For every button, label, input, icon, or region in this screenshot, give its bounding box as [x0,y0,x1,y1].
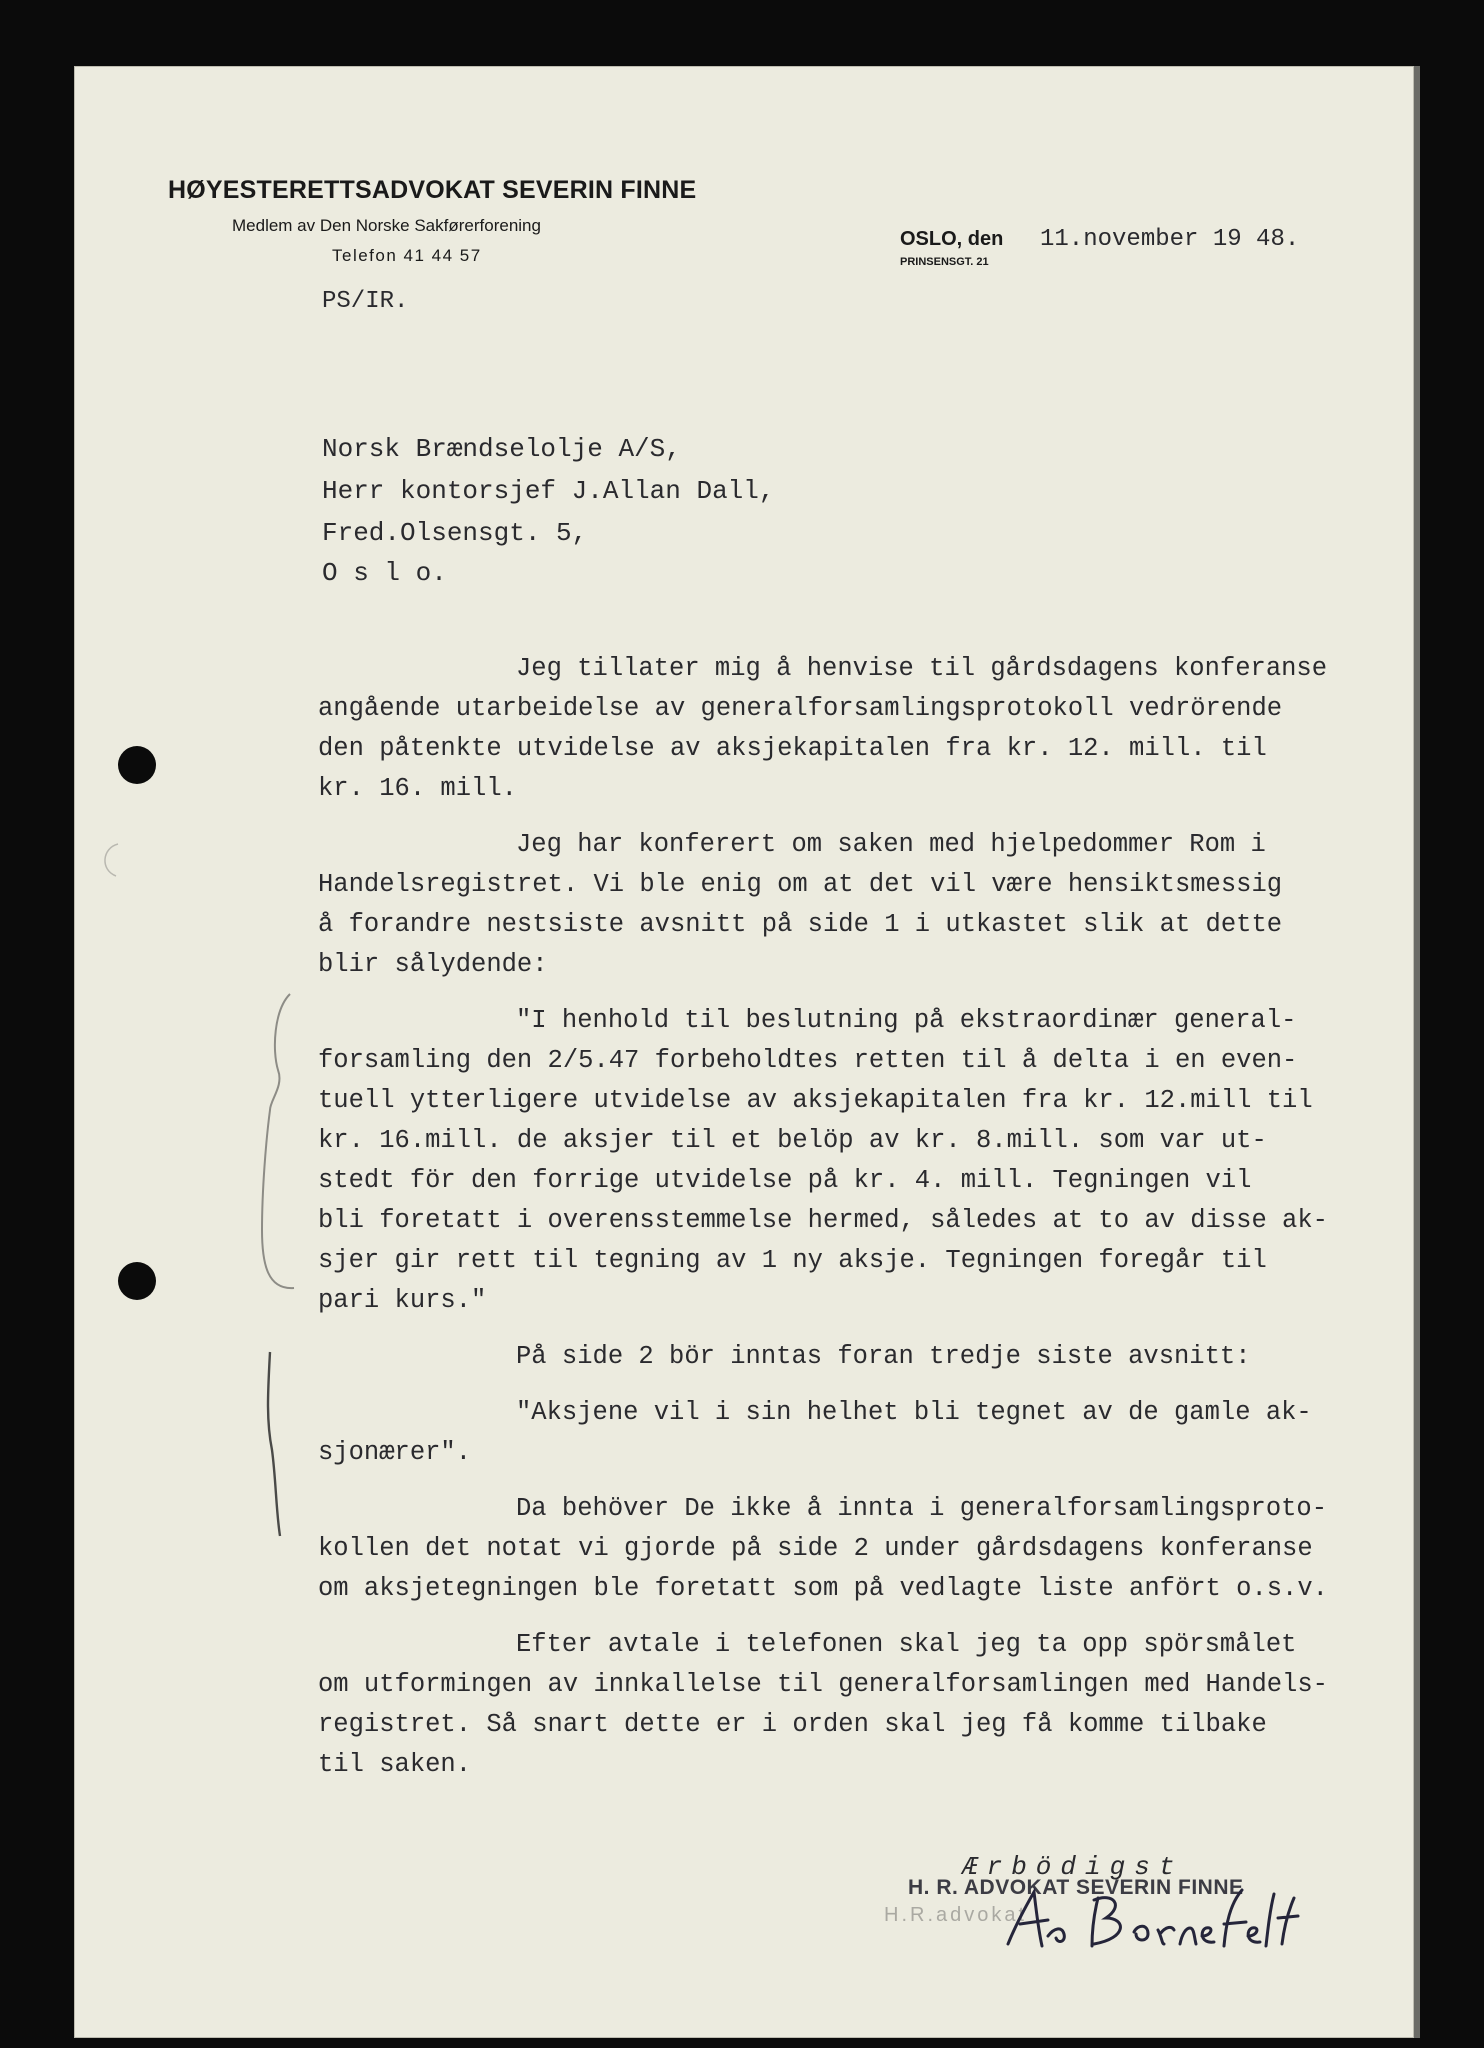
signature-stamp: H. R. ADVOKAT SEVERIN FINNE [908,1876,1244,1899]
body-p2-line-3: å forandre nestsiste avsnitt på side 1 i utkastet slik at dette [318,910,1283,939]
recipient-line-1: Norsk Brændselolje A/S, [322,434,681,464]
reference-initials: PS/IR. [322,288,409,315]
body-p2-line-4: blir sålydende: [318,950,548,979]
recipient-city-end: . [431,558,447,588]
quote-line-2: forsamling den 2/5.47 forbeholdtes retten til å delta i en even- [318,1046,1298,1075]
letter-date: 11.november 19 48. [1040,226,1300,253]
quote-line-8: pari kurs." [318,1286,487,1315]
body-p6-line-4: til saken. [318,1750,472,1779]
body-p4-line-1: "Aksjene vil i sin helhet bli tegnet av de gamle ak- [516,1398,1312,1427]
body-p2-line-1: Jeg har konferert om saken med hjelpedommer Rom i [516,830,1266,859]
punch-hole-top [118,746,156,784]
quote-line-4: kr. 16.mill. de aksjer til et belöp av kr. 8.mill. som var ut- [318,1126,1267,1155]
quote-line-7: sjer gir rett til tegning av 1 ny aksje. Tegningen foregår til [318,1246,1267,1275]
body-p6-line-2: om utformingen av innkallelse til generalforsamlingen med Handels- [318,1670,1328,1699]
letterhead-title: HØYESTERETTSADVOKAT SEVERIN FINNE [168,176,697,204]
pencil-arc-icon [92,840,122,880]
body-p1-line-1: Jeg tillater mig å henvise til gårdsdagens konferanse [516,654,1328,683]
body-p5-line-1: Da behöver De ikke å innta i generalforsamlingsproto- [516,1494,1328,1523]
quote-line-5: stedt för den forrige utvidelse på kr. 4. mill. Tegningen vil [318,1166,1252,1195]
recipient-city: O s l o [322,558,432,588]
body-p3-line-1: På side 2 bör inntas foran tredje siste avsnitt: [516,1342,1251,1371]
body-p5-line-3: om aksjetegningen ble foretatt som på vedlagte liste anfört o.s.v. [318,1574,1328,1603]
letterhead-place: OSLO, den [900,228,1004,250]
punch-hole-bottom [118,1262,156,1300]
letterhead-street: PRINSENSGT. 21 [900,256,989,268]
letterhead-membership: Medlem av Den Norske Sakførerforening [232,216,541,235]
body-p1-line-3: den påtenkte utvidelse av aksjekapitalen fra kr. 12. mill. til [318,734,1267,763]
recipient-line-2: Herr kontorsjef J.Allan Dall, [322,476,775,506]
body-p6-line-3: registret. Så snart dette er i orden skal jeg få komme tilbake [318,1710,1267,1739]
body-p2-line-2: Handelsregistret. Vi ble enig om at det vil være hensiktsmessig [318,870,1283,899]
body-p1-line-4: kr. 16. mill. [318,774,517,803]
letterhead-phone: Telefon 41 44 57 [332,246,482,265]
quote-line-1: "I henhold til beslutning på ekstraordinær general- [516,1006,1297,1035]
quote-line-3: tuell ytterligere utvidelse av aksjekapitalen fra kr. 12.mill til [318,1086,1313,1115]
signature-stamp-faint: H.R.advokat [884,1904,1028,1926]
body-p6-line-1: Efter avtale i telefonen skal jeg ta opp spörsmålet [516,1630,1297,1659]
closing-salutation: Ærbödigst [962,1852,1184,1882]
page-edge [1414,66,1420,2038]
pencil-margin-line-icon [260,1350,290,1540]
recipient-city-block [322,558,447,588]
pencil-bracket-icon [250,990,310,1300]
handwritten-signature-icon [1002,1884,1302,1954]
body-p1-line-2: angående utarbeidelse av generalforsamlingsprotokoll vedrörende [318,694,1283,723]
body-p5-line-2: kollen det notat vi gjorde på side 2 under gårdsdagens konferanse [318,1534,1313,1563]
recipient-line-3: Fred.Olsensgt. 5, [322,518,588,548]
body-p4-line-2: sjonærer". [318,1438,472,1467]
quote-line-6: bli foretatt i overensstemmelse hermed, således at to av disse ak- [318,1206,1328,1235]
